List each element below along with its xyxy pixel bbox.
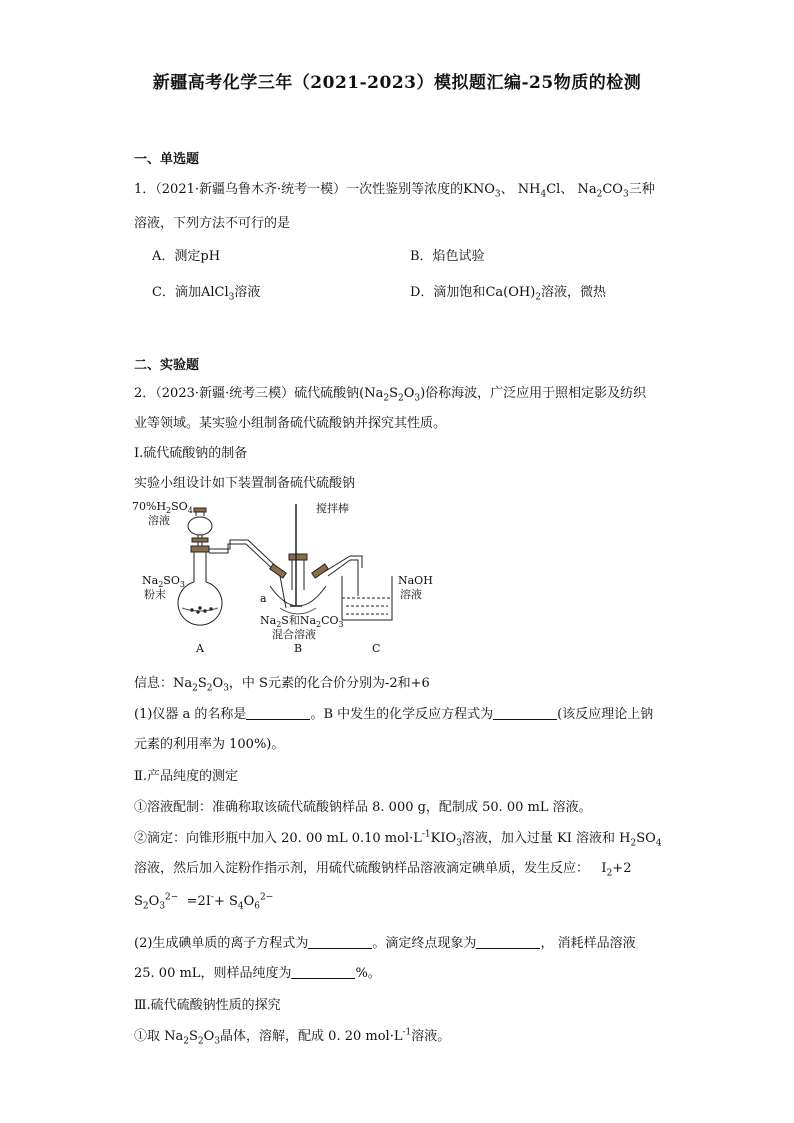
subquestion-2: (2)生成碘单质的离子方程式为 。滴定终点现象为 ， 消耗样品溶液 <box>134 936 636 951</box>
step-titration: ②滴定：向锥形瓶中加入 20. 00 mL 0.10 $mol\cdot L^{-1}KIO_3$溶液，加入过量 KI 溶液和 $H_2SO_4$ <box>134 829 662 849</box>
label-stirrer: 搅拌棒 <box>316 502 349 515</box>
option-c: C．滴加AlCl$_3$溶液 <box>152 285 261 303</box>
section-heading-experiment: 二、实验题 <box>134 358 200 373</box>
part-2-heading: Ⅱ.产品纯度的测定 <box>134 769 238 784</box>
label-C: C <box>372 642 381 655</box>
answer-blank[interactable] <box>476 935 540 949</box>
info-line: 信息：$Na_2S_2O_3$，中 S元素的化合价分别为-2和+6 <box>134 676 430 694</box>
answer-blank[interactable] <box>291 965 355 979</box>
label-powder: 粉末 <box>144 588 166 601</box>
part-3-heading: Ⅲ.硫代硫酸钠性质的探究 <box>134 998 281 1013</box>
apparatus-diagram <box>130 496 450 656</box>
part-1-intro: 实验小组设计如下装置制备硫代硫酸钠 <box>134 476 356 491</box>
label-B: B <box>294 642 303 655</box>
titration-equation: $S_2O_3^{2-} =2I^-+ S_4O_6^{2-}$ <box>134 892 274 912</box>
part-3-step-1: ①取 $Na_2S_2O_3$晶体，溶解，配成 0. 20 $mol\cdot L^{-1}$溶液。 <box>134 1027 451 1047</box>
answer-blank[interactable] <box>493 706 557 720</box>
label-mixed-solution: 混合溶液 <box>272 628 316 641</box>
label-A: A <box>196 642 204 655</box>
answer-blank[interactable] <box>246 706 310 720</box>
question-1-stem-line2: 溶液，下列方法不可行的是 <box>134 216 291 231</box>
label-na2so3: $Na_2SO_3$ <box>142 574 185 589</box>
section-heading-single-choice: 一、单选题 <box>134 152 200 167</box>
subquestion-1: (1)仪器 a 的名称是 。B 中发生的化学反应方程式为 (该反应理论上钠 <box>134 707 654 722</box>
part-1-heading: Ⅰ.硫代硫酸钠的制备 <box>134 446 248 461</box>
option-a: A．测定pH <box>152 249 221 264</box>
beaker-c <box>342 576 392 620</box>
question-2-stem: 2．（2023·新疆·统考三模）硫代硫酸钠$(Na_2S_2O_3)$俗称海波，广泛应用于照相定影及纺织 <box>134 386 647 404</box>
step-titration-line2: 溶液，然后加入淀粉作指示剂，用硫代硫酸钠样品溶液滴定碘单质，发生反应： $I_2+2$ <box>134 861 632 879</box>
label-acid: $70\%H_2SO_4$ <box>132 500 193 515</box>
step-solution-prep: ①溶液配制：准确称取该硫代硫酸钠样品 8. 000 g，配制成 50. 00 mL 溶液。 <box>134 800 592 815</box>
subquestion-1-line2: 元素的利用率为 100%)。 <box>134 737 285 752</box>
label-naoh: NaOH <box>398 574 433 587</box>
subquestion-2-line2: 25. 00 mL，则样品纯度为 %。 <box>134 966 381 981</box>
page-title: 新疆高考化学三年（2021-2023）模拟题汇编-25物质的检测 <box>152 73 642 93</box>
option-b: B．焰色试验 <box>410 249 485 264</box>
label-acid-solution: 溶液 <box>148 514 170 527</box>
label-mixture: $Na_2S$和$Na_2CO_3$ <box>260 614 344 629</box>
question-1-stem: 1．（2021·新疆乌鲁木齐·统考一模）一次性鉴别等浓度的$KNO_3$、 $NH_4Cl$、 $Na_2CO_3$三种 <box>134 182 655 200</box>
label-naoh-solution: 溶液 <box>400 588 422 601</box>
round-bottom-flask-a <box>178 540 282 625</box>
label-a: a <box>260 592 267 605</box>
option-d: D．滴加饱和$Ca(OH)_2$溶液，微热 <box>410 285 607 303</box>
question-2-stem-line2: 业等领域。某实验小组制备硫代硫酸钠并探究其性质。 <box>134 416 447 431</box>
answer-blank[interactable] <box>308 935 372 949</box>
